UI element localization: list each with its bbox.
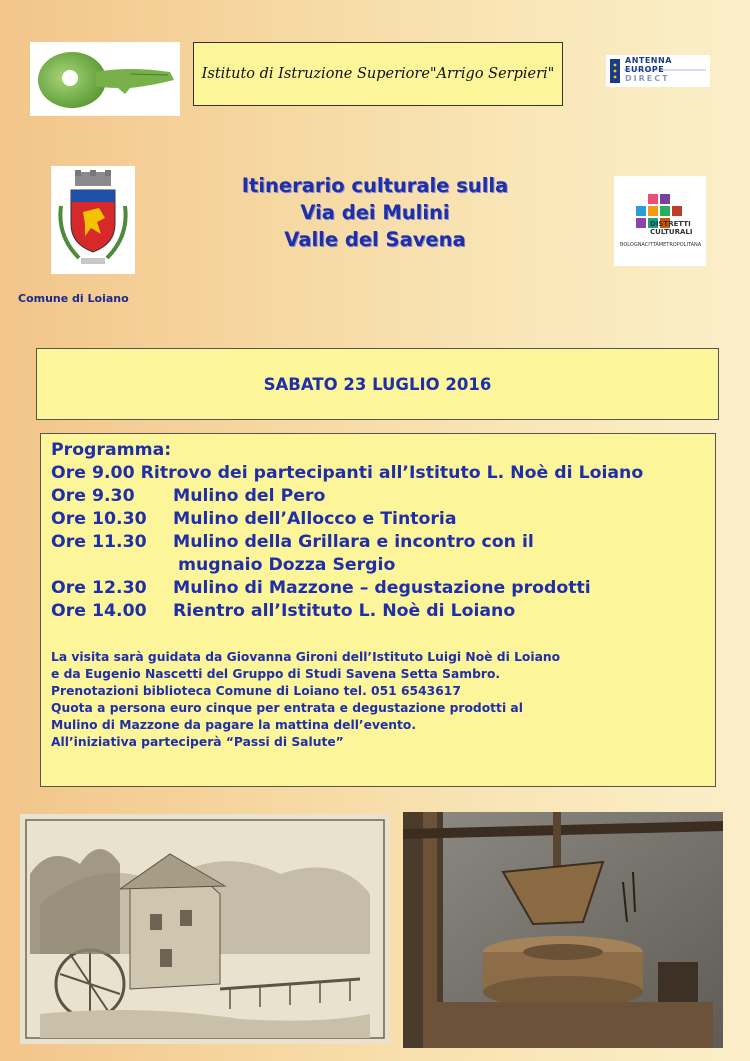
program-note: Prenotazioni biblioteca Comune di Loiano tel. 051 6543617 bbox=[51, 684, 461, 698]
program-text: Mulino della Grillara e incontro con il bbox=[173, 532, 534, 552]
program-time: Ore 12.30 bbox=[51, 578, 147, 598]
school-name: Istituto di Istruzione Superiore"Arrigo Serpieri" bbox=[201, 66, 555, 82]
program-item bbox=[51, 601, 515, 621]
program-item bbox=[51, 578, 591, 598]
title-line-3: Valle del Savena bbox=[284, 228, 466, 251]
program-item bbox=[51, 532, 534, 552]
program-note: All’iniziativa parteciperà “Passi di Salute” bbox=[51, 735, 344, 749]
mill-sketch-image bbox=[20, 814, 390, 1044]
event-date-box bbox=[36, 348, 719, 420]
program-note: Mulino di Mazzone da pagare la mattina dell’evento. bbox=[51, 718, 417, 732]
europe-direct-text bbox=[625, 56, 672, 83]
program-item bbox=[51, 555, 395, 575]
program-item bbox=[51, 486, 325, 506]
mill-drawing-icon bbox=[20, 814, 390, 1044]
title-line-2: Via dei Mulini bbox=[300, 201, 450, 224]
distretti-line-1: DISTRETTI bbox=[650, 220, 691, 228]
distretti-culturali-logo bbox=[614, 176, 706, 266]
program-time: Ore 14.00 bbox=[51, 601, 147, 621]
program-time: Ore 9.30 bbox=[51, 486, 135, 506]
program-text: Mulino dell’Allocco e Tintoria bbox=[173, 509, 457, 529]
event-date: SABATO 23 LUGLIO 2016 bbox=[263, 374, 492, 394]
program-time: Ore 11.30 bbox=[51, 532, 147, 552]
distretti-text bbox=[650, 220, 692, 236]
program-note: e da Eugenio Nascetti del Gruppo di Studi Savena Setta Sambro. bbox=[51, 667, 501, 681]
program-text: Mulino di Mazzone – degustazione prodotti bbox=[173, 578, 591, 598]
program-text: Rientro all’Istituto L. Noè di Loiano bbox=[173, 601, 516, 621]
program-heading: Programma: bbox=[51, 440, 172, 460]
program-note: La visita sarà guidata da Giovanna Gironi dell’Istituto Luigi Noè di Loiano bbox=[51, 650, 561, 664]
comune-coat-of-arms bbox=[51, 166, 135, 274]
europe-line-1: ANTENNA bbox=[625, 56, 672, 65]
program-time: Ore 10.30 bbox=[51, 509, 147, 529]
title-line-1: Itinerario culturale sulla bbox=[241, 174, 509, 197]
program-item bbox=[51, 509, 457, 529]
distretti-line-2: CULTURALI bbox=[650, 228, 693, 236]
europe-line-3: DIRECT bbox=[625, 74, 670, 83]
program-box bbox=[40, 433, 716, 787]
millstone-icon bbox=[403, 812, 723, 1048]
europe-line-2: EUROPE bbox=[625, 65, 665, 74]
program-text: Mulino del Pero bbox=[173, 486, 326, 506]
school-name-box bbox=[193, 42, 563, 106]
comune-label: Comune di Loiano bbox=[18, 292, 129, 305]
leaf-key-icon bbox=[30, 42, 180, 116]
coat-of-arms-icon bbox=[51, 166, 135, 274]
event-title bbox=[160, 172, 590, 253]
program-item bbox=[51, 463, 643, 483]
distretti-subtitle: BOLOGNACITTÀMETROPOLITANA bbox=[620, 242, 702, 248]
program-note: Quota a persona euro cinque per entrata e degustazione prodotti al bbox=[51, 701, 523, 715]
program-text: Ritrovo dei partecipanti all’Istituto L. Noè di Loiano bbox=[140, 463, 644, 483]
school-leaf-logo bbox=[30, 42, 180, 116]
mill-interior-photo bbox=[403, 812, 723, 1048]
program-text: mugnaio Dozza Sergio bbox=[178, 555, 396, 575]
program-time: Ore 9.00 bbox=[51, 463, 135, 483]
